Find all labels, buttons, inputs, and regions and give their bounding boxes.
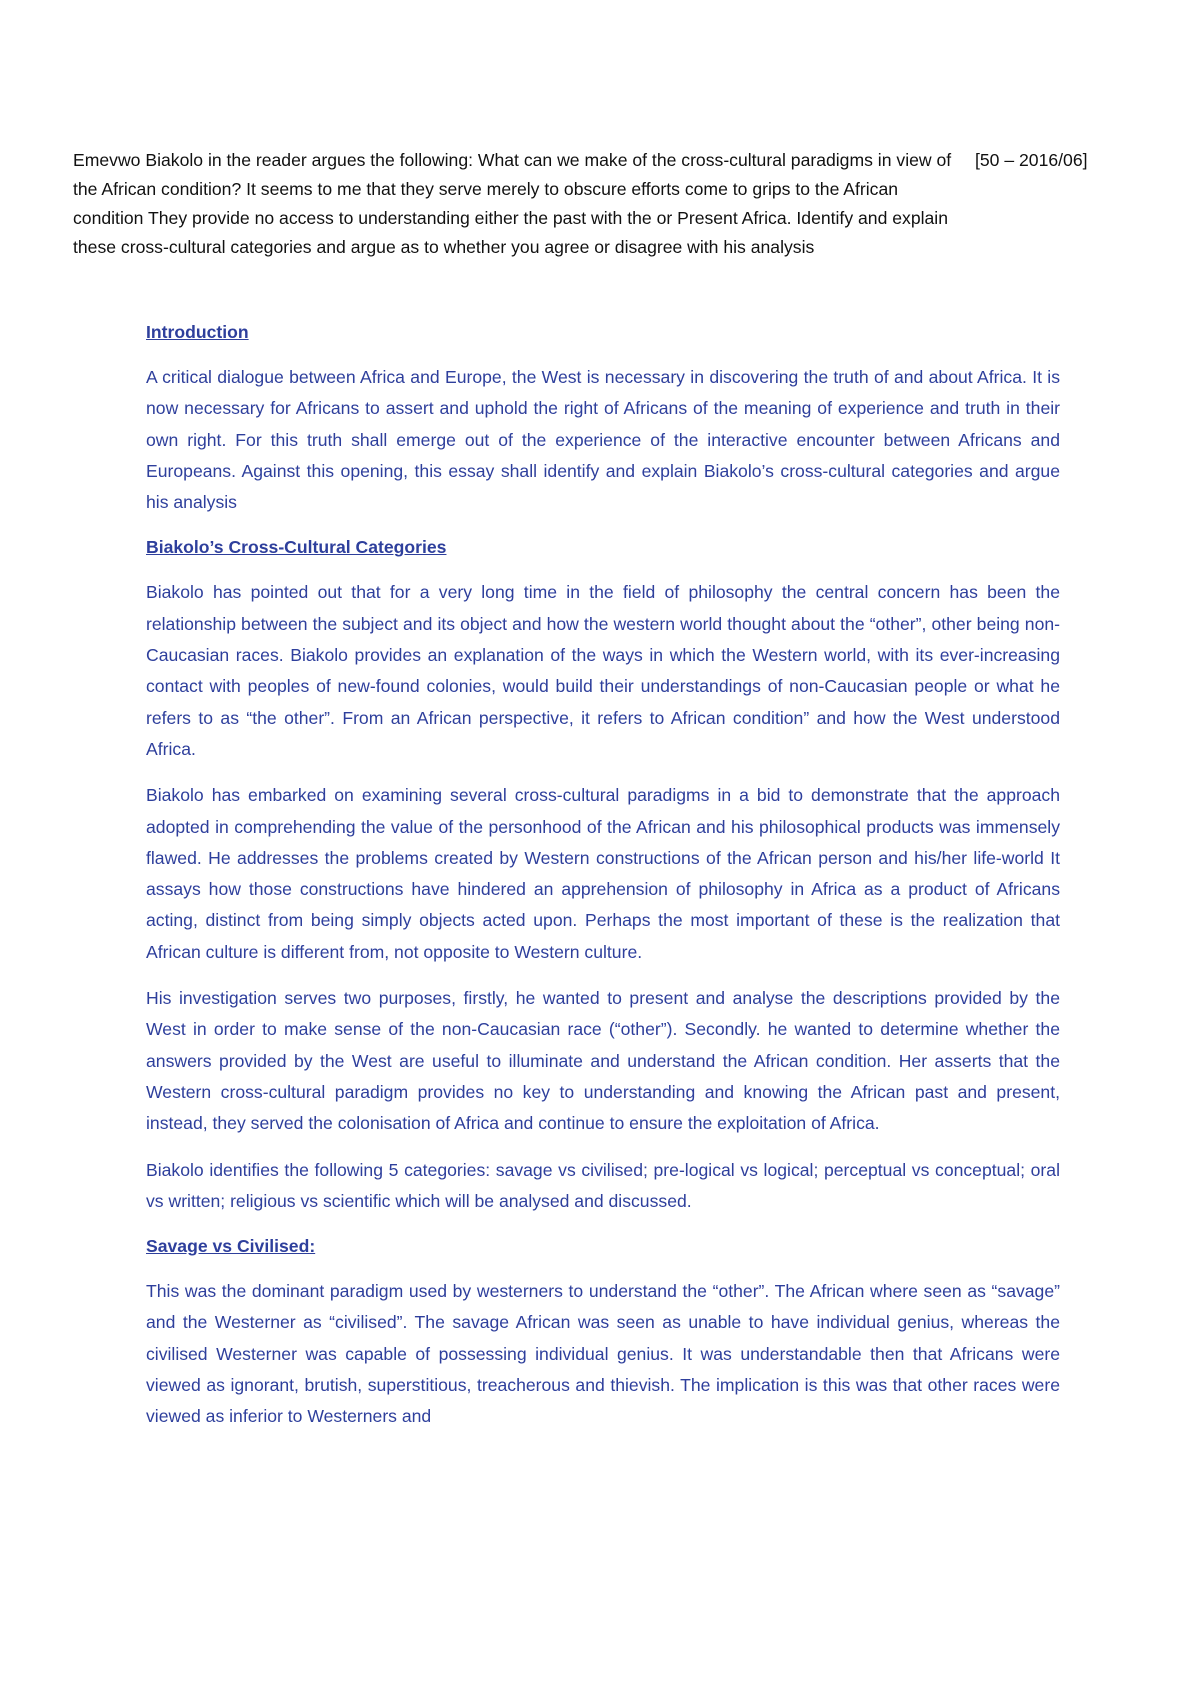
essay-body (146, 318, 1060, 1433)
marks-label: [50 – 2016/06] (975, 150, 1088, 170)
categories-paragraph-1: Biakolo has pointed out that for a very long time in the field of philosophy the central concern has been the relationship between the subject and its object and how the western world thought about the “other”, other being non-Caucasian races. Biakolo provides an explanation of the ways in which the Western world, with its ever-increasing contact with peoples of new-found colonies, would build their understandings of non-Caucasian people or what he refers to as “the other”. From an African perspective, it refers to African condition” and how the West understood Africa. (146, 582, 1060, 759)
savage-civilised-paragraph: This was the dominant paradigm used by westerners to understand the “other”. The African where seen as “savage” and the Westerner as “civilised”. The savage African was seen as unable to have individual genius, whereas the civilised Westerner was capable of possessing individual genius. It was understandable then that Africans were viewed as ignorant, brutish, superstitious, treacherous and thievish. The implication is this was that other races were viewed as inferior to Westerners and (146, 1281, 1060, 1427)
savage-civilised-heading-colon: : (309, 1236, 316, 1257)
categories-paragraph-4: Biakolo identifies the following 5 categories: savage vs civilised; pre-logical vs logical; perceptual vs conceptual; oral vs written; religious vs scientific which will be analysed and discussed. (146, 1159, 1060, 1211)
exam-question (73, 146, 953, 262)
question-text: Emevwo Biakolo in the reader argues the following: What can we make of the cross-cultural paradigms in view of the African condition? It seems to me that they serve merely to obscure efforts come to grips to the African condition They provide no access to understanding either the past with the or Present Africa. Identify and explain these cross-cultural categories and argue as to whether you agree or disagree with his analysis (73, 150, 952, 257)
introduction-paragraph: A critical dialogue between Africa and Europe, the West is necessary in discovering the truth of and about Africa. It is now necessary for Africans to assert and uphold the right of Africans of the meaning of experience and truth in their own right. For this truth shall emerge out of the experience of the interactive encounter between Africans and Europeans. Against this opening, this essay shall identify and explain Biakolo’s cross-cultural categories and argue his analysis (146, 367, 1060, 513)
categories-paragraph-3: His investigation serves two purposes, firstly, he wanted to present and analyse the descriptions provided by the West in order to make sense of the non-Caucasian race (“other”). Secondly. he wanted to determine whether the answers provided by the West are useful to illuminate and understand the African condition. Her asserts that the Western cross-cultural paradigm provides no key to understanding and knowing the African past and present, instead, they served the colonisation of Africa and continue to ensure the exploitation of Africa. (146, 988, 1060, 1134)
categories-heading: Biakolo’s Cross-Cultural Categories (146, 537, 447, 558)
introduction-heading: Introduction (146, 322, 249, 342)
categories-paragraph-2: Biakolo has embarked on examining several cross-cultural paradigms in a bid to demonstrate that the approach adopted in comprehending the value of the personhood of the African and his philosophical products was immensely flawed. He addresses the problems created by Western constructions of the African person and his/her life-world It assays how those constructions have hindered an apprehension of philosophy in Africa as a product of Africans acting, distinct from being simply objects acted upon. Perhaps the most important of these is the realization that African culture is different from, not opposite to Western culture. (146, 785, 1060, 962)
savage-civilised-heading-text: Savage vs Civilised (146, 1236, 310, 1257)
savage-civilised-heading (146, 1232, 1060, 1260)
